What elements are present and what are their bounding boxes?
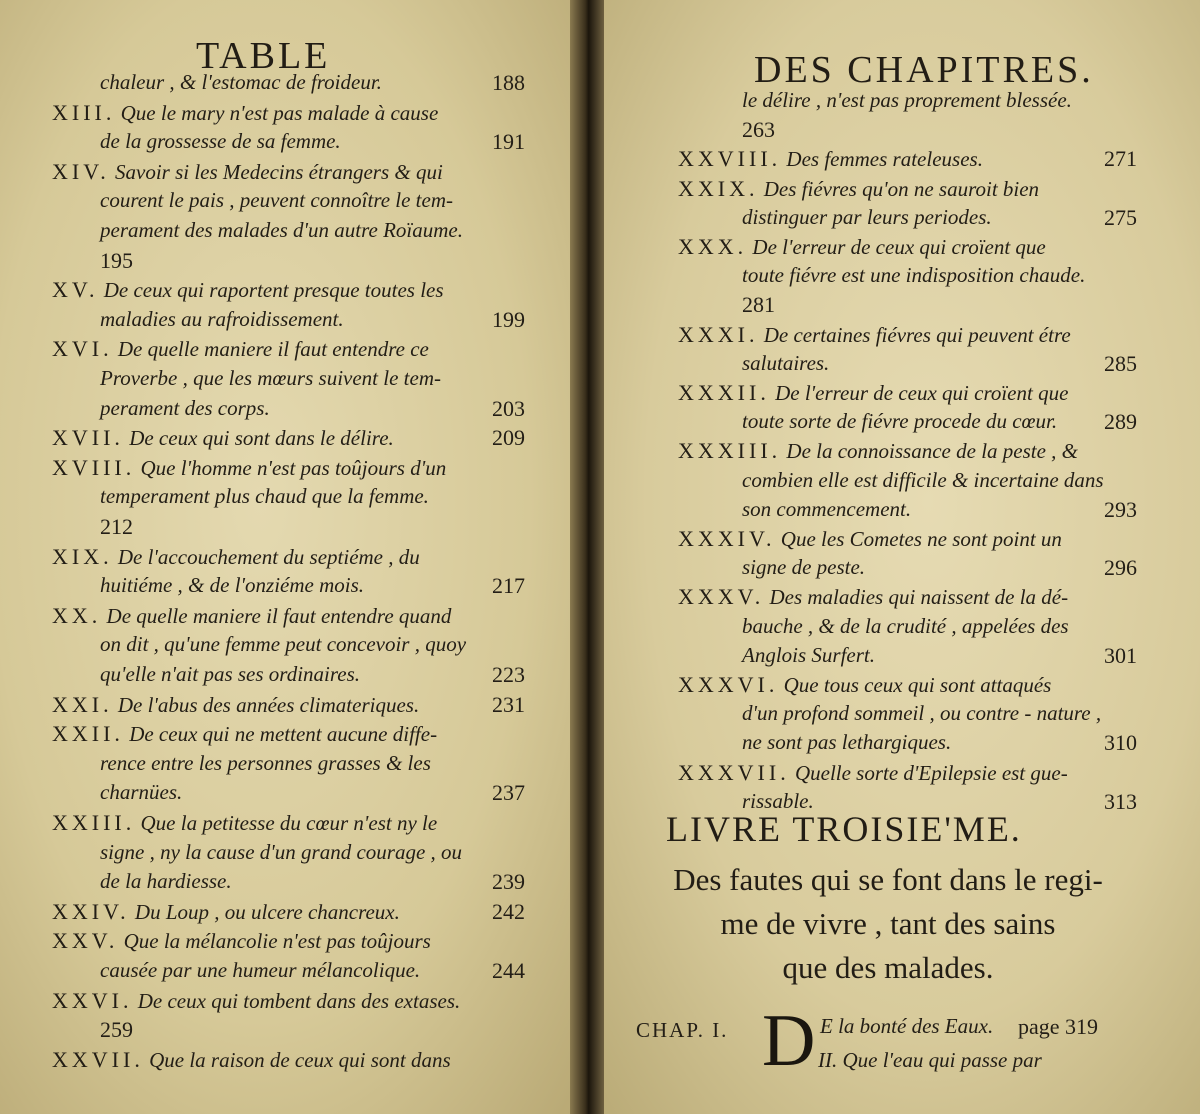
- toc-entry-line: [100, 188, 453, 213]
- chapter-number: XXI.: [52, 691, 113, 717]
- page-reference: 231: [492, 691, 525, 717]
- toc-entry-line: [678, 234, 1046, 260]
- chapter-title: Que les Cometes ne sont point un: [780, 527, 1062, 551]
- chapter-title: De ceux qui raportent presque toutes les: [103, 278, 444, 303]
- chapter-title: salutaires.: [742, 350, 830, 375]
- page-reference: 239: [492, 869, 525, 895]
- toc-entry-line: [52, 928, 431, 954]
- page-header-right: DES CHAPITRES.: [754, 49, 1094, 91]
- toc-entry-line: [678, 146, 983, 172]
- toc-entry-line: [52, 455, 446, 481]
- toc-entry-line: [678, 380, 1068, 406]
- chapter-number: XXXII.: [678, 380, 770, 405]
- chapter-title: ne sont pas lethargiques.: [742, 730, 952, 755]
- chapter-number: XIX.: [52, 543, 113, 569]
- chapter-title: charnües.: [100, 780, 183, 805]
- toc-entry-line: [742, 205, 992, 230]
- toc-entry-line: [100, 869, 232, 894]
- chapter-number: XXX.: [678, 234, 748, 259]
- toc-entry-line: [742, 88, 1072, 113]
- toc-entry-line: [678, 438, 1078, 464]
- chapter-number: XXVI.: [52, 987, 133, 1013]
- page-reference: 188: [492, 70, 525, 95]
- toc-entry-line: [100, 70, 382, 95]
- chapter-number: XXXV.: [678, 584, 765, 610]
- toc-entry-line: [52, 810, 437, 836]
- toc-entry-line: [52, 336, 429, 362]
- book-heading: LIVRE TROISIE'ME.: [666, 809, 1022, 849]
- toc-entry-line: [742, 409, 1057, 434]
- chapter-number: XVIII.: [52, 454, 136, 480]
- page-reference: 203: [492, 395, 525, 421]
- page-reference: 244: [492, 958, 525, 983]
- page-reference: 199: [492, 306, 525, 332]
- toc-entry-line: [742, 643, 875, 668]
- toc-entry-line: [678, 322, 1071, 348]
- toc-entry-line: [742, 351, 829, 376]
- toc-entry-line: [100, 573, 364, 598]
- chapter-title: De ceux qui ne mettent aucune diffe-: [129, 722, 438, 747]
- chapter-title: toute sorte de fiévre procede du cœur.: [742, 409, 1058, 434]
- chapter-first-page: page 319: [1018, 1014, 1099, 1039]
- toc-entry-line: [100, 632, 466, 657]
- book-description-line-3: que des malades.: [782, 950, 994, 985]
- page-reference: 209: [492, 425, 525, 451]
- chapter-title: signe , ny la cause d'un grand courage , ou: [100, 839, 463, 864]
- toc-entry-line: [678, 760, 1068, 786]
- chapter-title: courent le pais , peuvent connoître le tem-: [100, 188, 454, 213]
- toc-entry-line: [678, 584, 1068, 610]
- chapter-number: XX.: [52, 602, 102, 628]
- chapter-title: son commencement.: [742, 496, 912, 521]
- chapter-number: XXVIII.: [678, 146, 782, 172]
- chapter-number: XXXVI.: [678, 672, 779, 697]
- chapter-number: XV.: [52, 277, 99, 303]
- chapter-title: rissable.: [742, 788, 814, 813]
- toc-entry-line: [52, 988, 460, 1014]
- chapter-title: on dit , qu'une femme peut concevoir , quoy: [100, 632, 467, 657]
- chapter-title: De quelle maniere il faut entendre quand: [106, 603, 452, 628]
- chapter-number: XXII.: [52, 721, 124, 747]
- book-gutter: [570, 0, 604, 1114]
- chapter-title: causée par une humeur mélancolique.: [100, 958, 421, 982]
- page-reference: 275: [1104, 204, 1137, 230]
- chapter-title: huitiéme , & de l'onziéme mois.: [100, 573, 365, 598]
- chapter-number: XXVII.: [52, 1046, 144, 1072]
- chapter-title: De l'erreur de ceux qui croïent que: [752, 235, 1046, 259]
- chapter-title: d'un profond sommeil , ou contre - nature ,: [742, 701, 1102, 726]
- toc-entry-line: [100, 751, 431, 776]
- page-reference: 289: [1104, 409, 1137, 435]
- toc-entry-line: [100, 662, 360, 687]
- toc-entry-line: [52, 1047, 451, 1073]
- chapter-title: De ceux qui sont dans le délire.: [129, 426, 394, 451]
- page-reference: 293: [1104, 496, 1137, 522]
- toc-entry-line: [52, 425, 394, 451]
- book-description-line-2: me de vivre , tant des sains: [720, 906, 1056, 941]
- chapter-title: combien elle est difficile & incertaine dans: [742, 467, 1104, 492]
- chapter-title: bauche , & de la crudité , appelées des: [742, 613, 1069, 638]
- page-reference: 212: [100, 514, 133, 539]
- page-reference: 195: [100, 247, 133, 273]
- chapter-number: XXXVII.: [678, 759, 790, 785]
- toc-entry-line: [742, 614, 1069, 639]
- chapter-title: toute fiévre est une indisposition chaude.: [742, 263, 1086, 288]
- toc-entry-line: [52, 899, 400, 925]
- chapter-title: Des femmes rateleuses.: [786, 147, 983, 172]
- page-reference: 271: [1104, 146, 1137, 172]
- chapter-title: Des maladies qui naissent de la dé-: [769, 585, 1069, 610]
- chapter-number: XXXI.: [678, 321, 759, 347]
- chapter-title: De l'accouchement du septiéme , du: [117, 544, 420, 569]
- chapter-title: De certaines fiévres qui peuvent étre: [763, 322, 1071, 347]
- page-reference: 296: [1104, 555, 1137, 581]
- toc-entry-line: [100, 218, 463, 243]
- chapter-number: XVI.: [52, 336, 113, 362]
- page-reference: 285: [1104, 350, 1137, 376]
- chapter-title: Quelle sorte d'Epilepsie est gue-: [794, 760, 1068, 785]
- chapter-title: signe de peste.: [742, 555, 866, 580]
- page-reference: 242: [492, 898, 525, 924]
- chapter-title: De l'abus des années climateriques.: [117, 692, 420, 717]
- toc-entry-line: [678, 526, 1062, 552]
- toc-entry-line: [742, 497, 911, 522]
- left-page: [0, 0, 578, 1114]
- toc-entry-line: [742, 468, 1104, 493]
- page-reference: 191: [492, 129, 525, 155]
- chapter-title: Du Loup , ou ulcere chancreux.: [134, 899, 400, 924]
- chapter-title: maladies au rafroidissement.: [100, 306, 344, 331]
- chapter-title: perament des corps.: [100, 395, 270, 420]
- toc-entry-line: [100, 484, 429, 509]
- chapter-number: XXIX.: [678, 175, 759, 201]
- toc-entry-line: [742, 263, 1085, 288]
- chapter-title: le délire , n'est pas proprement blessée.: [742, 88, 1072, 112]
- chapter-title: De quelle maniere il faut entendre ce: [117, 337, 429, 362]
- chapter-title: Anglois Surfert.: [742, 642, 876, 667]
- chapter-number: XXXIV.: [678, 526, 776, 551]
- toc-entry-line: [100, 958, 420, 983]
- chapter-number: XXIV.: [52, 898, 130, 924]
- chapter-second-line: II. Que l'eau qui passe par: [818, 1048, 1042, 1072]
- chapter-first-line: E la bonté des Eaux.: [820, 1014, 994, 1038]
- toc-entry-line: [742, 730, 951, 755]
- chapter-title: De la connoissance de la peste , &: [786, 439, 1079, 464]
- toc-entry-line: [742, 555, 865, 580]
- toc-entry-line: [100, 366, 441, 391]
- chapter-title: temperament plus chaud que la femme.: [100, 484, 429, 509]
- chapter-title: de la hardiesse.: [100, 869, 232, 894]
- chapter-title: Que l'homme n'est pas toûjours d'un: [140, 455, 447, 480]
- toc-entry-line: [52, 692, 419, 718]
- chapter-title: chaleur , & l'estomac de froideur.: [100, 70, 382, 94]
- chapter-number: XXV.: [52, 928, 119, 954]
- toc-entry-line: [742, 701, 1101, 726]
- toc-entry-line: [100, 780, 182, 805]
- chapter-title: distinguer par leurs periodes.: [742, 204, 992, 229]
- chapter-title: Des fiévres qu'on ne sauroit bien: [763, 176, 1040, 201]
- toc-entry-line: [52, 721, 437, 747]
- chapter-title: de la grossesse de sa femme.: [100, 129, 341, 154]
- chapter-number: XIV.: [52, 158, 110, 184]
- chapter-title: Que la mélancolie n'est pas toûjours: [123, 929, 431, 954]
- page-header-left: TABLE: [196, 35, 331, 77]
- chapter-title: rence entre les personnes grasses & les: [100, 750, 431, 775]
- chapter-title: Que tous ceux qui sont attaqués: [783, 673, 1052, 697]
- chapter-title: qu'elle n'ait pas ses ordinaires.: [100, 662, 360, 686]
- page-reference: 313: [1104, 788, 1137, 814]
- chapter-label: CHAP. I.: [636, 1018, 729, 1042]
- chapter-title: De ceux qui tombent dans des extases.: [137, 988, 461, 1013]
- toc-entry-line: [100, 307, 344, 332]
- page-reference: 259: [100, 1017, 133, 1043]
- chapter-number: XVII.: [52, 425, 124, 451]
- chapter-title: perament des malades d'un autre Roïaume.: [100, 218, 463, 242]
- chapter-number: XXXIII.: [678, 438, 782, 464]
- toc-entry-line: [52, 159, 443, 185]
- page-reference: 223: [492, 662, 525, 687]
- toc-entry-line: [52, 544, 420, 570]
- chapter-title: Que la raison de ceux qui sont dans: [149, 1047, 451, 1072]
- toc-entry-line: [100, 129, 341, 154]
- chapter-title: Savoir si les Medecins étrangers & qui: [115, 159, 443, 184]
- toc-entry-line: [52, 603, 451, 629]
- chapter-title: Que le mary n'est pas malade à cause: [120, 100, 439, 125]
- toc-entry-line: [678, 672, 1051, 698]
- page-reference: 263: [742, 117, 775, 143]
- chapter-title: Proverbe , que les mœurs suivent le tem-: [100, 366, 441, 390]
- chapter-title: Que la petitesse du cœur n'est ny le: [140, 811, 438, 835]
- page-reference: 281: [742, 292, 775, 318]
- page-reference: 301: [1104, 642, 1137, 668]
- drop-cap: D: [762, 1000, 816, 1082]
- page-reference: 310: [1104, 730, 1137, 756]
- book-description-line-1: Des fautes qui se font dans le regi-: [673, 862, 1103, 897]
- toc-entry-line: [52, 277, 444, 303]
- page-reference: 217: [492, 573, 525, 599]
- toc-entry-line: [100, 396, 270, 421]
- toc-entry-line: [100, 840, 462, 865]
- chapter-number: XIII.: [52, 99, 116, 125]
- toc-entry-line: [52, 100, 438, 126]
- toc-entry-line: [678, 176, 1039, 202]
- chapter-title: De l'erreur de ceux qui croïent que: [775, 381, 1069, 405]
- right-page: [596, 0, 1200, 1114]
- page-reference: 237: [492, 780, 525, 806]
- chapter-number: XXIII.: [52, 810, 136, 835]
